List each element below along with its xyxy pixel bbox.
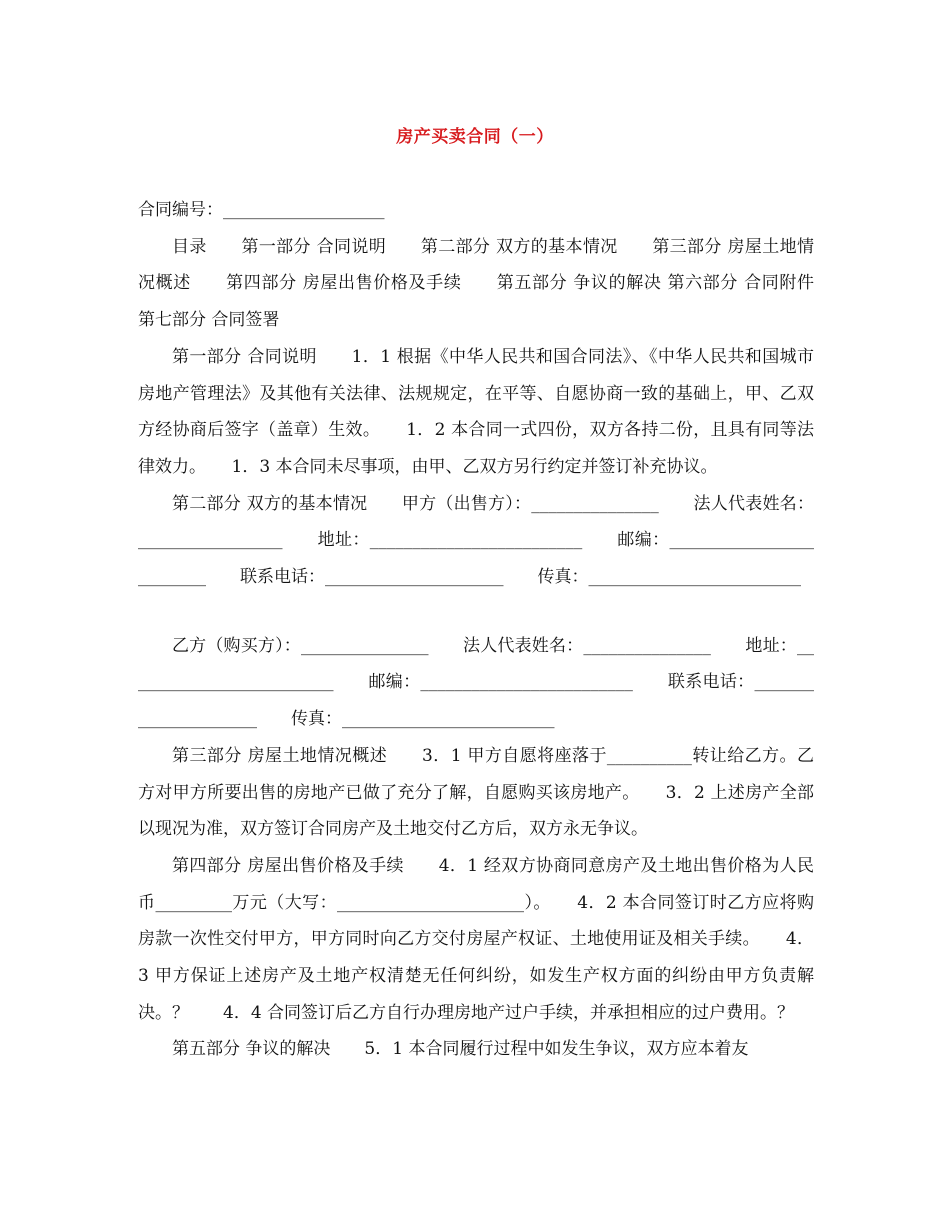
- contract-title: 房产买卖合同（一）: [396, 127, 554, 147]
- section-1-contract-description: 第一部分 合同说明 1．1 根据《中华人民共和国合同法》、《中华人民共和国城市房地产管理法》及其他有关法律、法规规定，在平等、自愿协商一致的基础上，甲、乙双方经协商后签字（盖章）生效。 1．2 本合同一式四份，双方各持二份，且具有同等法律效力。 1．3 本合同未尽事项，由甲、乙双方另行约定并签订补充协议。: [138, 346, 814, 477]
- section-3-property-overview: 第三部分 房屋土地情况概述 3．1 甲方自愿将座落于__________转让给乙方。乙方对甲方所要出售的房地产已做了充分了解，自愿购买该房地产。 3．2 上述房产全部以现况为准，双方签订合同房产及土地交付乙方后，双方永无争议。: [138, 745, 814, 840]
- table-of-contents: 目录 第一部分 合同说明 第二部分 双方的基本情况 第三部分 房屋土地情况概述 第四部分 房屋出售价格及手续 第五部分 争议的解决 第六部分 合同附件 第七部分 合同签署: [138, 236, 848, 331]
- contract-body: [138, 192, 848, 1068]
- contract-number-line: 合同编号：___________________: [138, 200, 385, 220]
- section-2-party-a-info: 第二部分 双方的基本情况 甲方（出售方）：_______________ 法人代表姓名：_________________ 地址：_________________________ 邮编：_________________________ 联系电话：_____________________ 传真：_________________________: [138, 493, 814, 588]
- section-2-party-b-info: 乙方（购买方）：_______________ 法人代表姓名：_______________ 地址：_________________________ 邮编：_________________________ 联系电话：_____________________ 传真：_________________________: [138, 635, 814, 730]
- section-5-dispute-resolution: 第五部分 争议的解决 5．1 本合同履行过程中如发生争议，双方应本着友: [172, 1039, 749, 1060]
- section-4-price-and-procedures: 第四部分 房屋出售价格及手续 4．1 经双方协商同意房产及土地出售价格为人民币_________万元（大写：______________________）。 4．2 本合同签订时乙方应将购房款一次性交付甲方，甲方同时向乙方交付房屋产权证、土地使用证及相关手续。 4．3 甲方保证上述房产及土地产权清楚无任何纠纷，如发生产权方面的纠纷由甲方负责解决。？ 4．4 合同签订后乙方自行办理房地产过户手续，并承担相应的过户费用。？: [138, 855, 814, 1023]
